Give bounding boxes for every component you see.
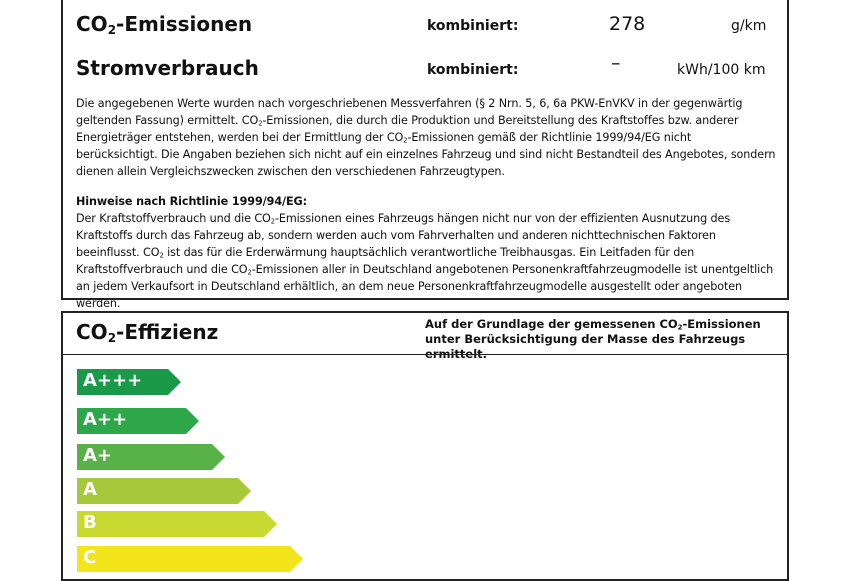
efficiency-class-label: A+++ (83, 370, 143, 391)
efficiency-class-c (77, 546, 303, 572)
emissions-value: 278 (609, 13, 646, 35)
power-combined-label: kombiniert: (427, 62, 519, 78)
co2-efficiency-title: $CO_2$-Effizienz (76, 320, 219, 345)
efficiency-arrow-shape (77, 546, 303, 572)
efficiency-arrow-shape (77, 478, 251, 504)
emissions-combined-label: kombiniert: (427, 18, 519, 34)
emissions-unit: g/km (731, 18, 767, 34)
emissions-panel (61, 0, 789, 310)
power-consumption-title: Stromverbrauch (76, 56, 259, 80)
efficiency-note: Auf der Grundlage der gemessenen $CO_2$-Emissionen unter Berücksichtigung der Masse des Fahrzeugs ermittelt. (425, 317, 761, 361)
efficiency-class-aplusplus (77, 408, 199, 434)
power-unit: kWh/100 km (677, 62, 766, 78)
efficiency-class-aplus (77, 444, 225, 470)
efficiency-divider (63, 354, 787, 355)
efficiency-class-label: B (83, 512, 97, 533)
measurement-note: Die angegebenen Werte wurden nach vorgeschriebenen Messverfahren (§ 2 Nrn. 5, 6, 6a PKW-EnVKV in der gegenwärtig geltenden Fassung) ermittelt. $CO_2$-Emissionen, die durch die Produktion und Bereitstellung des Kraftstoffes bzw. anderer Energieträger entstehen, werden bei der Ermittlung der $CO_2$-Emissionen gemäß der Richtlinie 1999/94/EG nicht berücksichtigt. Die Angaben beziehen sich nicht auf ein einzelnes Fahrzeug und sind nicht Bestandteil des Angebotes, sondern dienen allein Vergleichszwecken zwischen den verschiedenen Fahrzeugtypen. (76, 97, 776, 178)
efficiency-class-label: A+ (83, 445, 113, 466)
efficiency-class-aplusplusplus (77, 369, 181, 395)
efficiency-arrow-shape (77, 511, 277, 537)
power-value: – (611, 52, 621, 74)
efficiency-class-label: A (83, 479, 97, 500)
efficiency-panel (61, 311, 789, 581)
efficiency-class-a (77, 478, 251, 504)
efficiency-class-label: C (83, 547, 97, 568)
efficiency-class-label: A++ (83, 409, 128, 430)
efficiency-class-b (77, 511, 277, 537)
directive-note: Hinweise nach Richtlinie 1999/94/EG: Der Kraftstoffverbrauch und die $CO_2$-Emissionen eines Fahrzeugs hängen nicht nur von der effizienten Ausnutzung des Kraftstoffs durch das Fahrzeug ab, sondern werden auch vom Fahrverhalten und anderen nichttechnischen Faktoren beeinflusst. $CO_2$ ist das für die Erderwärmung hauptsächlich verantwortliche Treibhausgas. Ein Leitfaden für den Kraftstoffverbrauch und die $CO_2$-Emissionen aller in Deutschland angebotenen Personenkraftfahrzeugmodelle ist unentgeltlich an jedem Verkaufsort in Deutschland erhältlich, an dem neue Personenkraftfahrzeugmodelle ausgestellt oder angeboten werden. (76, 193, 776, 312)
directive-heading: Hinweise nach Richtlinie 1999/94/EG: (76, 195, 307, 208)
co2-emissions-title: $CO_2$-Emissionen (76, 12, 253, 37)
